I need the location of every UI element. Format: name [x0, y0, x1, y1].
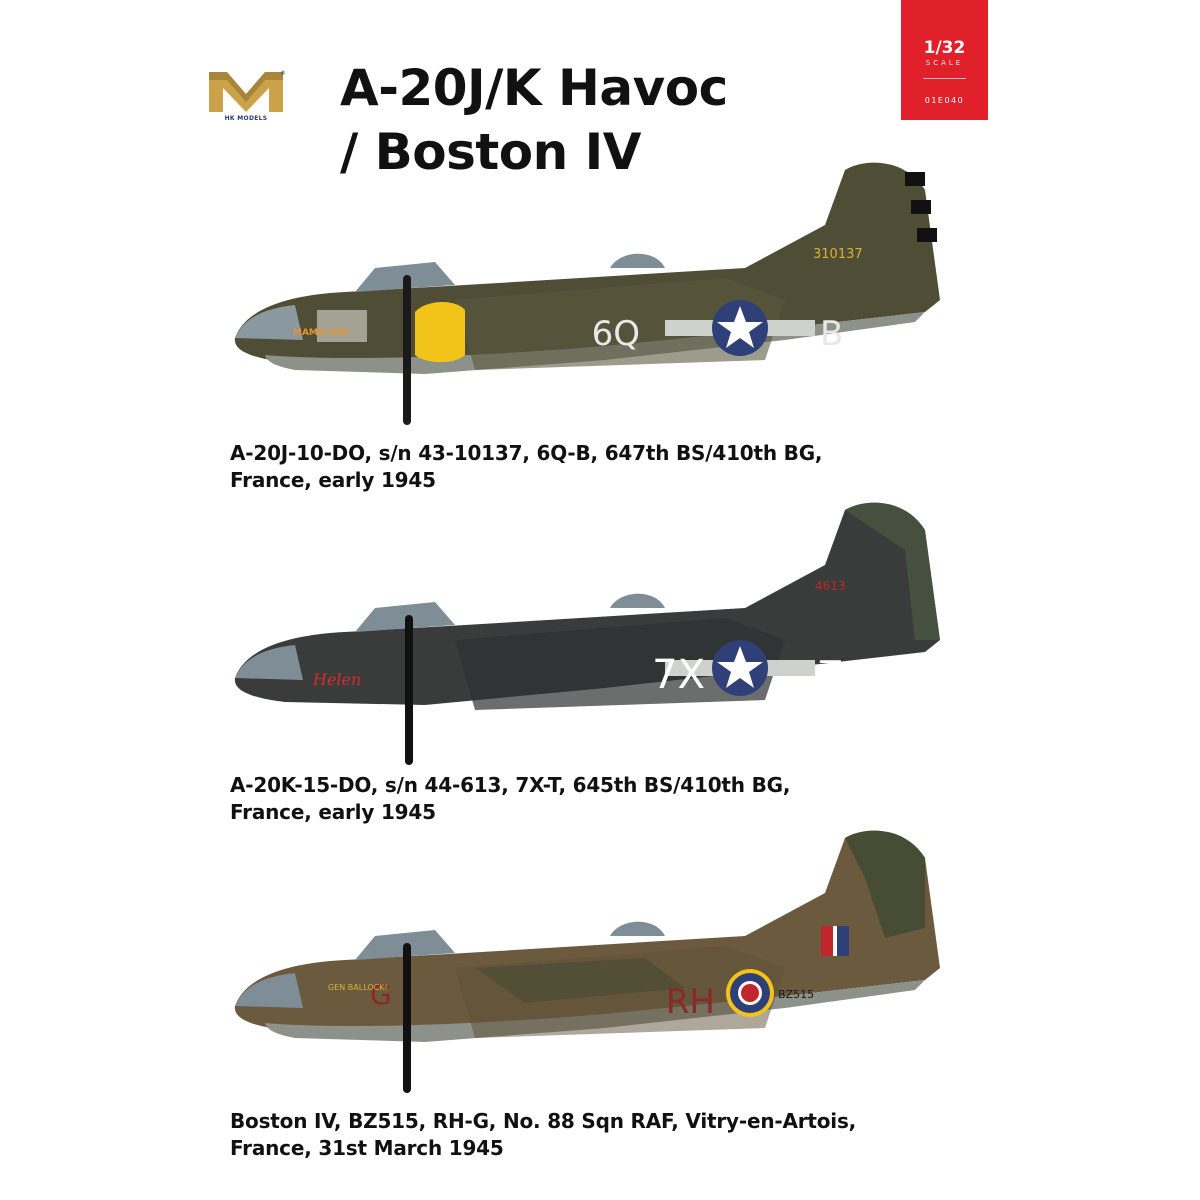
- caption-profile-1: [230, 440, 822, 494]
- fuselage-code-right: G: [370, 978, 392, 1011]
- caption-line-2: France, 31st March 1945: [230, 1136, 504, 1160]
- logo-text: HK MODELS: [224, 115, 268, 122]
- caption-line-1: Boston IV, BZ515, RH-G, No. 88 Sqn RAF, Vitry-en-Artois,: [230, 1109, 857, 1133]
- caption-profile-3: [230, 1108, 856, 1162]
- logo-mark: [205, 68, 287, 114]
- caption-line-1: A-20J-10-DO, s/n 43-10137, 6Q-B, 647th BS/410th BG,: [230, 441, 823, 465]
- aircraft-drawing-3: [225, 818, 955, 1098]
- scale-value: 1/32: [923, 38, 966, 58]
- fuselage-code-right: T: [820, 654, 841, 694]
- nose-art: Helen: [313, 670, 362, 689]
- hk-models-logo: [205, 68, 287, 126]
- badge-divider: [923, 78, 966, 79]
- scale-badge: [901, 0, 988, 120]
- title-line-2: / Boston IV: [340, 123, 641, 181]
- aircraft-profile-3: [225, 818, 955, 1048]
- fuselage-code-left: RH: [665, 982, 715, 1022]
- fuselage-code-left: 6Q: [591, 314, 640, 354]
- caption-line-2: France, early 1945: [230, 800, 436, 824]
- registered-mark: ®: [280, 70, 286, 77]
- caption-line-2: France, early 1945: [230, 468, 436, 492]
- nose-art: MAMA LOU: [293, 328, 349, 338]
- aircraft-drawing-1: [225, 150, 955, 430]
- aircraft-profile-2: [225, 490, 955, 720]
- tail-serial: 310137: [813, 247, 863, 262]
- caption-line-1: A-20K-15-DO, s/n 44-613, 7X-T, 645th BS/410th BG,: [230, 773, 791, 797]
- nose-art: GEN BALLOCK!: [328, 983, 388, 992]
- aircraft-profile-1: [225, 150, 955, 380]
- title-line-1: A-20J/K Havoc: [340, 59, 728, 117]
- scale-word: SCALE: [925, 59, 964, 67]
- product-code: 01E040: [924, 96, 965, 105]
- tail-serial: BZ515: [778, 988, 815, 1001]
- fuselage-code-right: B: [820, 314, 844, 354]
- aircraft-drawing-2: [225, 490, 955, 770]
- fuselage-code-left: 7X: [652, 652, 705, 698]
- tail-serial: 4613: [815, 579, 846, 593]
